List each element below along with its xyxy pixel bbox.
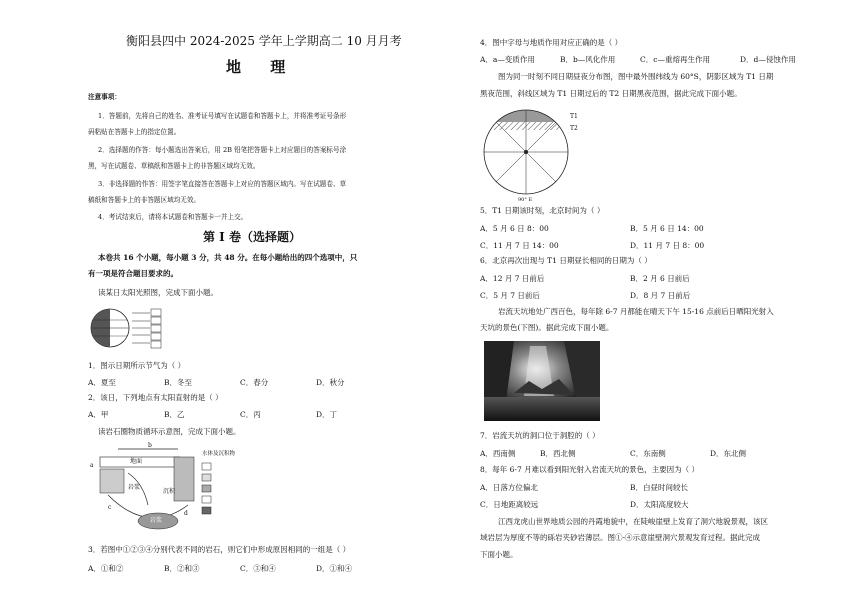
question-5: 5．T1 日期该时刻，北京时间为（ ）	[480, 206, 605, 215]
section-intro: 有一项是符合题目要求的。	[88, 269, 178, 278]
question-stem: 图为同一时刻不同日期昼夜分布图，图中最外围纬线为 60°S，阴影区域为 T1 日期	[498, 72, 774, 81]
subject-title: 地 理	[226, 58, 298, 76]
note-line: 2．选择题的作答：每小题选出答案后，用 2B 铅笔把答题卡上对应题目的答案标号涂	[98, 146, 347, 154]
question-8: 8．每年 6-7 月难以看到阳光射入岩流天坑的景色，主要因为（ ）	[480, 465, 699, 474]
section-title: 第 I 卷（选择题）	[203, 230, 301, 244]
fig3-label-bottom: 90° E	[518, 197, 533, 203]
q4-option-b[interactable]: B．b—风化作用	[560, 55, 616, 64]
q8-option-d[interactable]: D．太阳高度较大	[630, 500, 689, 509]
q6-option-c[interactable]: C．5 月 7 日前后	[480, 291, 540, 300]
question-1: 1．图示日期所示节气为（ ）	[88, 361, 186, 370]
rock-cycle-figure	[88, 443, 263, 535]
question-stem: 岩流天坑地处广西百色，每年除 6-7 月都能在晴天下午 15-16 点前后日晒阳光射入	[498, 307, 774, 316]
question-stem: 读某日太阳光照图，完成下面小题。	[98, 288, 218, 297]
q6-option-b[interactable]: B．2 月 6 日前后	[630, 274, 690, 283]
q3-option-d[interactable]: D．①和④	[316, 564, 353, 573]
fig2-label: c	[108, 504, 112, 511]
fig2-label: 地面	[130, 458, 143, 465]
q6-option-d[interactable]: D．8 月 7 日前后	[630, 291, 691, 300]
note-line: 1．答题前，先将自己的姓名、准考证号填写在试题卷和答题卡上，并将准考证号条形	[98, 112, 347, 120]
q3-option-a[interactable]: A．①和②	[88, 564, 124, 573]
fig3-label-t2: T2	[570, 125, 578, 132]
section-intro: 本卷共 16 个小题，每小题 3 分，共 48 分。在每小题给出的四个选项中，只	[98, 253, 358, 262]
q5-option-c[interactable]: C．11 月 7 日 14：00	[480, 241, 559, 250]
notes-label: 注意事项：	[88, 93, 121, 101]
fig3-label-t1: T1	[570, 113, 578, 120]
q4-option-c[interactable]: C．c—重熔再生作用	[640, 55, 710, 64]
sunlight-figure	[88, 303, 168, 353]
question-stem: 天坑的景色(下图)。据此完成下面小题。	[480, 323, 614, 332]
q1-option-d[interactable]: D．秋分	[316, 378, 345, 387]
question-4: 4．图中字母与地质作用对应正确的是（ ）	[480, 38, 623, 47]
question-stem: 江西龙虎山世界地质公园的丹霞地貌中，在陡峻崖壁上发育了洞穴地貌景观，该区	[498, 517, 768, 526]
q7-option-a[interactable]: A．西南侧	[480, 449, 516, 458]
q7-option-b[interactable]: B．西北侧	[540, 449, 576, 458]
sinkhole-photo	[484, 341, 600, 421]
q1-option-b[interactable]: B．冬至	[164, 378, 193, 387]
q2-option-b[interactable]: B．乙	[164, 410, 185, 419]
q4-option-d[interactable]: D．d—侵蚀作用	[740, 55, 796, 64]
q6-option-a[interactable]: A．12 月 7 日前后	[480, 274, 545, 283]
q2-option-a[interactable]: A．甲	[88, 410, 109, 419]
fig2-label: a	[90, 462, 94, 469]
question-2: 2．该日，下列地点有太阳直射的是（ ）	[88, 393, 223, 402]
exam-title: 衡阳县四中 2024-2025 学年上学期高二 10 月月考	[126, 34, 402, 48]
q2-option-d[interactable]: D．丁	[316, 410, 338, 419]
q5-option-d[interactable]: D．11 月 7 日 8：00	[630, 241, 705, 250]
note-line: 稿纸和答题卡上的非答题区域均无效。	[88, 196, 201, 204]
fig2-label: 岩浆	[128, 484, 141, 491]
fig2-label: 岩浆	[150, 517, 163, 524]
q5-option-b[interactable]: B．5 月 6 日 14：00	[630, 224, 704, 233]
q5-option-a[interactable]: A．5 月 6 日 8：00	[480, 224, 549, 233]
fig2-legend-title: 水体及沉积物	[202, 451, 236, 457]
question-stem: 下面小题。	[480, 550, 518, 559]
day-night-figure	[480, 104, 580, 202]
q8-option-b[interactable]: B．白昼时间较长	[630, 483, 689, 492]
q8-option-c[interactable]: C．日地距离较远	[480, 500, 539, 509]
q3-option-b[interactable]: B．②和③	[164, 564, 200, 573]
note-line: 码粘贴在答题卡上的指定位置。	[88, 128, 181, 136]
question-stem: 域岩层为厚度不等的砾岩夹砂岩薄层。图①-④示意崖壁洞穴景观发育过程。据此完成	[480, 533, 761, 542]
q1-option-c[interactable]: C．春分	[240, 378, 269, 387]
q7-option-c[interactable]: C．东南侧	[630, 449, 666, 458]
note-line: 黑，写在试题卷、草稿纸和答题卡上的非答题区域均无效。	[88, 162, 260, 170]
question-7: 7．岩流天坑的洞口位于洞腔的（ ）	[480, 431, 600, 440]
question-3: 3．若图中①②③④分别代表不同的岩石，则它们中形成原因相同的一组是（ ）	[88, 545, 351, 554]
question-stem: 黑夜范围，斜线区域为 T1 日期过后的 T2 日期黑夜范围，据此完成下面小题。	[480, 89, 742, 98]
fig2-label: d	[184, 510, 188, 517]
q2-option-c[interactable]: C．丙	[240, 410, 261, 419]
q7-option-d[interactable]: D．东北侧	[710, 449, 747, 458]
fig2-label: 沉积	[163, 488, 176, 495]
q3-option-c[interactable]: C．③和④	[240, 564, 276, 573]
note-line: 3．非选择题的作答：用签字笔直接答在答题卡上对应的答题区域内。写在试题卷、草	[98, 180, 347, 188]
q1-option-a[interactable]: A．夏至	[88, 378, 116, 387]
question-stem: 读岩石圈物质循环示意图，完成下面小题。	[98, 427, 241, 436]
note-line: 4．考试结束后，请将本试题卷和答题卡一并上交。	[98, 213, 248, 221]
q8-option-a[interactable]: A．日落方位偏北	[480, 483, 538, 492]
fig2-label: b	[148, 442, 152, 449]
question-6: 6．北京再次出现与 T1 日期昼长相同的日期为（ ）	[480, 256, 652, 265]
q4-option-a[interactable]: A．a—变质作用	[480, 55, 535, 64]
